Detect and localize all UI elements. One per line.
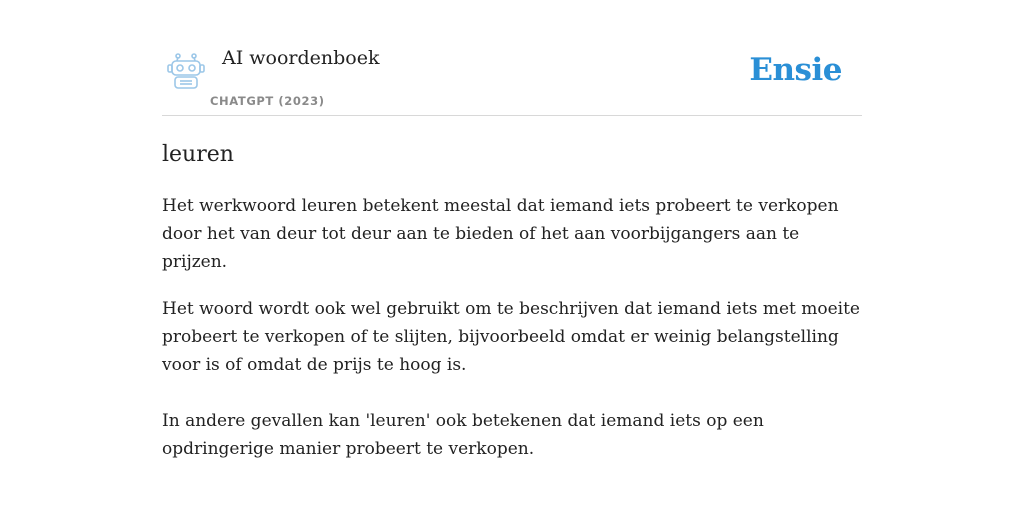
definition-paragraph-3: In andere gevallen kan 'leuren' ook betekenen dat iemand iets op een opdringerige manier probeert te verkopen. [162,411,764,459]
ensie-logo[interactable]: Ensie [749,52,842,88]
definition-card [162,40,862,463]
robot-icon [166,52,206,92]
definition-paragraph-2: Het woord wordt ook wel gebruikt om te beschrijven dat iemand iets met moeite probeert te verkopen of te slijten, bijvoorbeeld omdat er weinig belangstelling voor is of omdat de prijs te hoog is. [162,299,860,375]
definition-paragraph-1: Het werkwoord leuren betekent meestal dat iemand iets probeert te verkopen door het van deur tot deur aan te bieden of het aan voorbijgangers aan te prijzen. [162,196,839,272]
card-header [162,40,862,116]
entry-term: leuren [162,142,234,167]
source-subtitle: CHATGPT (2023) [210,94,325,108]
source-title: AI woordenboek [222,47,380,69]
